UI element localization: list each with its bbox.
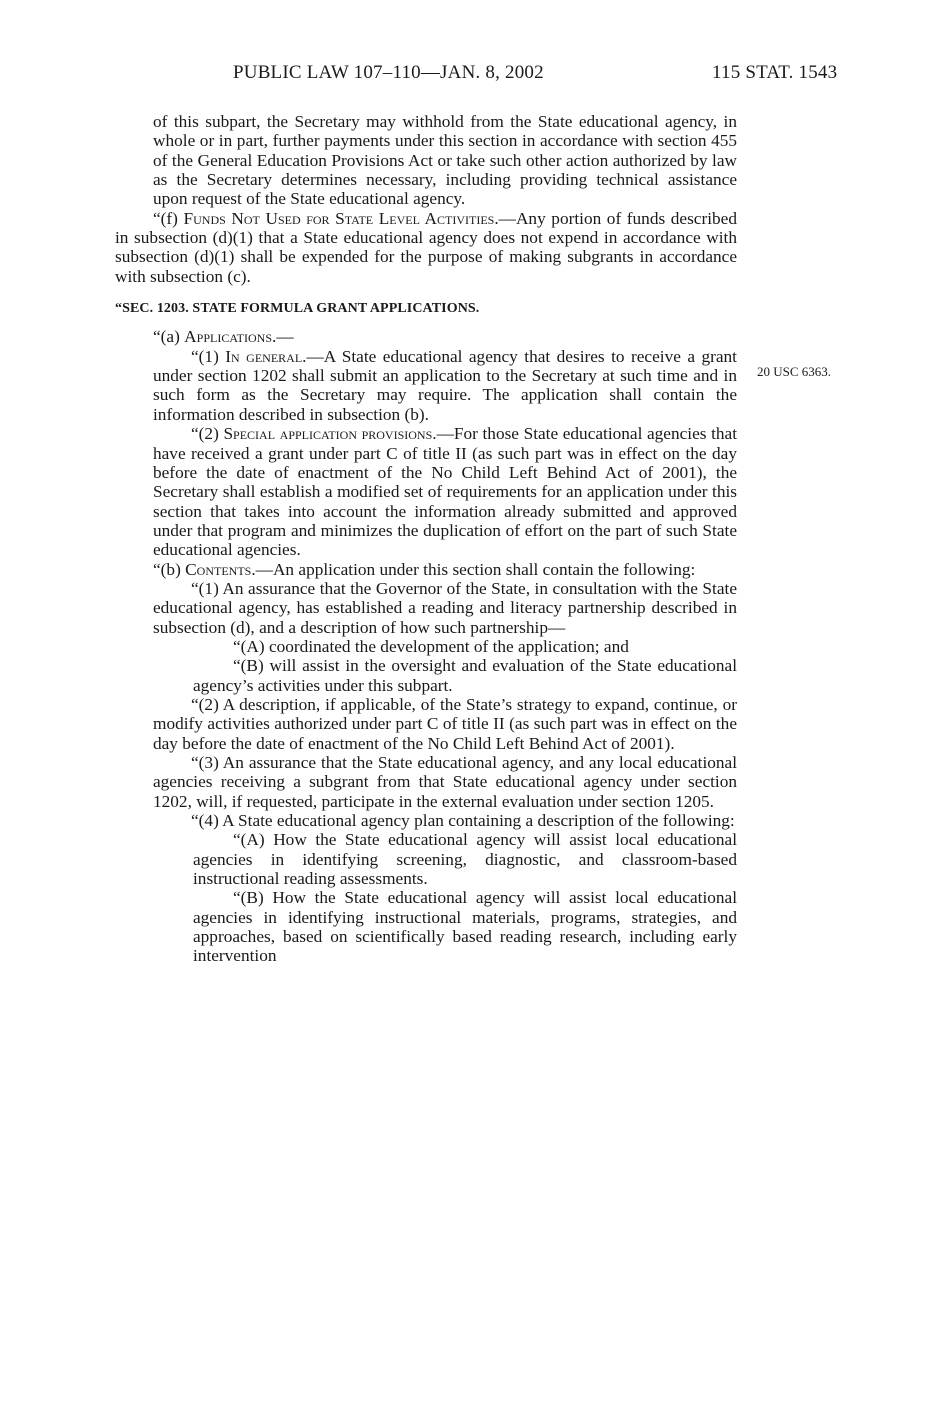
subsection-b-text: —An application under this section shall contain the following: [255,559,696,579]
paragraph-a2-heading: Special application provisions. [223,424,437,444]
subparagraph-b1a: “(A) coordinated the development of the application; and [233,636,629,656]
paragraph-a1-lead: “(1) [191,346,226,366]
subsection-b-lead: “(b) [153,559,186,579]
subparagraph-b4b: “(B) How the State educational agency will assist local educational agencies in identifying instructional materials, programs, strategies, and approaches, based on scientifically based reading research, including early intervention [193,888,737,966]
paragraph-a2-lead: “(2) [191,424,224,444]
page-header [0,62,940,88]
paragraph-a1-heading: In general. [225,346,307,366]
paragraph-a1 [115,347,737,424]
paragraph-a1-text: —A State educational agency that desires to receive a grant under section 1202 shall submit an application to the Secretary at such time and in such form as the Secretary may require. The application shall contain the information described in subsection (b). [153,346,737,424]
paragraph-a2-text: —For those State educational agencies that have received a grant under part C of title II (as such part was in effect on the day before the date of enactment of the No Child Left Behind Act of 2001), the Secretary shall establish a modified set of requirements for an application under this section that takes into account the information already submitted and approved under that program and minimizes the duplication of effort on the part of such State educational agencies. [153,424,737,560]
paragraph-a2 [115,424,737,559]
document-body [115,112,737,966]
margin-citation: 20 USC 6363. [757,364,832,379]
subsection-b-heading: Contents. [185,559,256,579]
header-title: PUBLIC LAW 107–110—JAN. 8, 2002 [233,62,544,83]
subsection-a-dash: — [276,327,294,347]
subsection-b [115,560,737,579]
paragraph-b1: “(1) An assurance that the Governor of the State, in consultation with the State educational agency, has established a reading and literacy partnership described in subsection (d), and a description of how such partnership— [153,578,737,637]
section-heading: “SEC. 1203. STATE FORMULA GRANT APPLICATIONS. [115,301,480,317]
paragraph-b4: “(4) A State educational agency plan containing a description of the following: [191,811,735,831]
subparagraph-b4a: “(A) How the State educational agency will assist local educational agencies in identifying screening, diagnostic, and classroom-based instructional reading assessments. [193,830,737,889]
subsection-a-heading: Applications. [184,327,277,347]
subsection-f [115,209,737,286]
subsection-f-text: —Any portion of funds described in subsection (d)(1) that a State educational agency does not expend in accordance with subsection (d)(1) shall be expended for the purpose of making subgrants in accordance with subsection (c). [115,208,737,286]
paragraph-b2: “(2) A description, if applicable, of the State’s strategy to expand, continue, or modify activities authorized under part C of title II (as such part was in effect on the day before the date of enactment of the No Child Left Behind Act of 2001). [153,694,737,753]
subsection-a [115,327,737,346]
subparagraph-b1b: “(B) will assist in the oversight and evaluation of the State educational agency’s activities under this subpart. [193,656,737,695]
header-page-ref: 115 STAT. 1543 [712,62,838,83]
subsection-f-lead: “(f) [153,208,184,228]
subsection-f-heading: Funds Not Used for State Level Activities. [183,208,499,228]
paragraph-continuation: of this subpart, the Secretary may withhold from the State educational agency, in whole or in part, further payments under this section in accordance with section 455 of the General Education Provisions Act or take such other action authorized by law as the Secretary determines necessary, including providing technical assistance upon request of the State educational agency. [153,112,737,209]
subsection-a-lead: “(a) [153,327,185,347]
paragraph-b3: “(3) An assurance that the State educational agency, and any local educational agencies receiving a subgrant from that State educational agency under section 1202, will, if requested, participate in the external evaluation under section 1205. [153,753,737,811]
